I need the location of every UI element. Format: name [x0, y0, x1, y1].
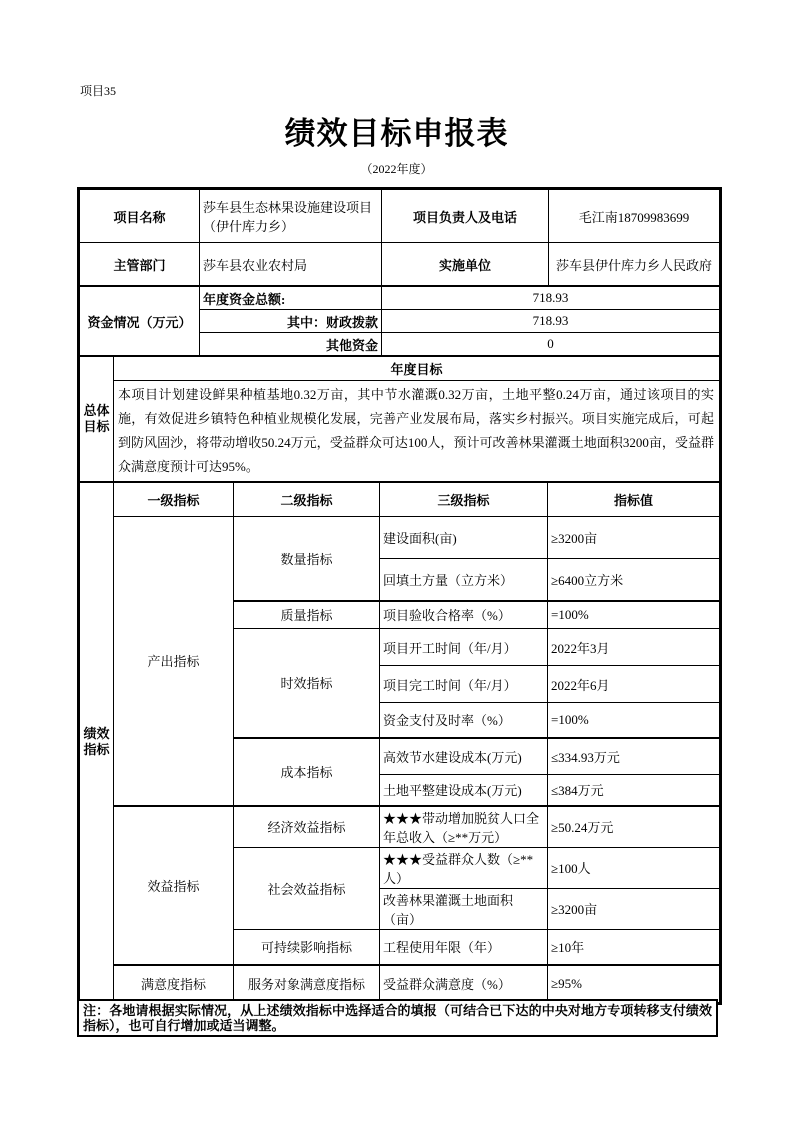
footnote: 注：各地请根据实际情况，从上述绩效指标中选择适合的填报（可结合已下达的中央对地方专项转移支付绩效指标），也可自行增加或适当调整。 [77, 999, 718, 1037]
header-value: 指标值 [548, 483, 720, 517]
funding-fiscal-value: 718.93 [382, 310, 720, 333]
level2-quality: 质量指标 [234, 601, 380, 629]
indicator-value: 2022年6月 [548, 666, 720, 703]
indicator-row: 回填土方量（立方米） [380, 559, 548, 601]
level2-quantity: 数量指标 [234, 517, 380, 601]
manager-value: 毛江南18709983699 [549, 190, 720, 243]
declaration-form [77, 187, 722, 1005]
header-level1: 一级指标 [114, 483, 234, 517]
funding-label: 资金情况（万元） [80, 287, 200, 356]
header-level2: 二级指标 [234, 483, 380, 517]
level2-social: 社会效益指标 [234, 847, 380, 929]
unit-value: 莎车县伊什库力乡人民政府 [549, 243, 720, 286]
level2-cost: 成本指标 [234, 738, 380, 806]
indicator-row: 高效节水建设成本(万元) [380, 738, 548, 775]
manager-label: 项目负责人及电话 [382, 190, 549, 243]
project-name-value: 莎车县生态林果设施建设项目（伊什库力乡） [200, 190, 382, 243]
indicator-value: ≥10年 [548, 929, 720, 965]
page-subtitle: （2022年度） [360, 162, 433, 176]
project-tag: 项目35 [80, 84, 117, 98]
indicator-value: ≥100人 [548, 847, 720, 888]
indicator-value: ≤334.93万元 [548, 738, 720, 775]
dept-value: 莎车县农业农村局 [200, 243, 382, 286]
indicator-row: ★★★受益群众人数（≥**人） [380, 847, 548, 888]
level1-output: 产出指标 [114, 517, 234, 806]
indicator-value: ≥50.24万元 [548, 806, 720, 848]
indicator-row: ★★★带动增加脱贫人口全年总收入（≥**万元） [380, 806, 548, 848]
indicator-row: 工程使用年限（年） [380, 929, 548, 965]
info-section [79, 189, 720, 286]
indicator-row: 项目完工时间（年/月） [380, 666, 548, 703]
level2-sustainability: 可持续影响指标 [234, 929, 380, 965]
funding-other-label: 其他资金 [200, 333, 382, 356]
indicator-row: 改善林果灌溉土地面积（亩） [380, 888, 548, 929]
indicator-value: 2022年3月 [548, 629, 720, 666]
indicator-value: ≤384万元 [548, 775, 720, 806]
funding-total-value: 718.93 [382, 287, 720, 310]
indicator-row: 土地平整建设成本(万元) [380, 775, 548, 806]
level2-service-satisfaction: 服务对象满意度指标 [234, 965, 380, 1002]
indicator-value: =100% [548, 601, 720, 629]
indicator-row: 资金支付及时率（%） [380, 703, 548, 738]
unit-label: 实施单位 [382, 243, 549, 286]
indicator-row: 受益群众满意度（%） [380, 965, 548, 1002]
indicator-row: 项目开工时间（年/月） [380, 629, 548, 666]
indicator-row: 项目验收合格率（%） [380, 601, 548, 629]
funding-section [79, 286, 720, 356]
level2-timeliness: 时效指标 [234, 629, 380, 738]
dept-label: 主管部门 [80, 243, 200, 286]
project-name-label: 项目名称 [80, 190, 200, 243]
indicators-section [79, 482, 720, 1003]
funding-other-value: 0 [382, 333, 720, 356]
annual-goal-header: 年度目标 [114, 357, 720, 381]
overall-goal-section [79, 356, 720, 482]
funding-fiscal-label: 其中：财政拨款 [200, 310, 382, 333]
indicator-value: ≥6400立方米 [548, 559, 720, 601]
indicators-label: 绩效指标 [80, 483, 114, 1003]
header-level3: 三级指标 [380, 483, 548, 517]
level2-economic: 经济效益指标 [234, 806, 380, 848]
indicator-value: =100% [548, 703, 720, 738]
page-title: 绩效目标申报表 [284, 116, 509, 151]
indicator-row: 建设面积(亩) [380, 517, 548, 559]
indicator-value: ≥95% [548, 965, 720, 1002]
indicator-value: ≥3200亩 [548, 888, 720, 929]
overall-goal-label: 总体目标 [80, 357, 114, 482]
level1-satisfaction: 满意度指标 [114, 965, 234, 1002]
annual-goal-text: 本项目计划建设鲜果种植基地0.32万亩，其中节水灌溉0.32万亩，土地平整0.24万亩，通过该项目的实施，有效促进乡镇特色种植业规模化发展，完善产业发展布局，落实乡村振兴。项目实施完成后，可起到防风固沙，将带动增收50.24万元，受益群众可达100人，预计可改善林果灌溉土地面积3200亩，受益群众满意度预计可达95%。 [114, 381, 720, 482]
level1-benefit: 效益指标 [114, 806, 234, 966]
indicator-value: ≥3200亩 [548, 517, 720, 559]
funding-total-label: 年度资金总额: [200, 287, 382, 310]
